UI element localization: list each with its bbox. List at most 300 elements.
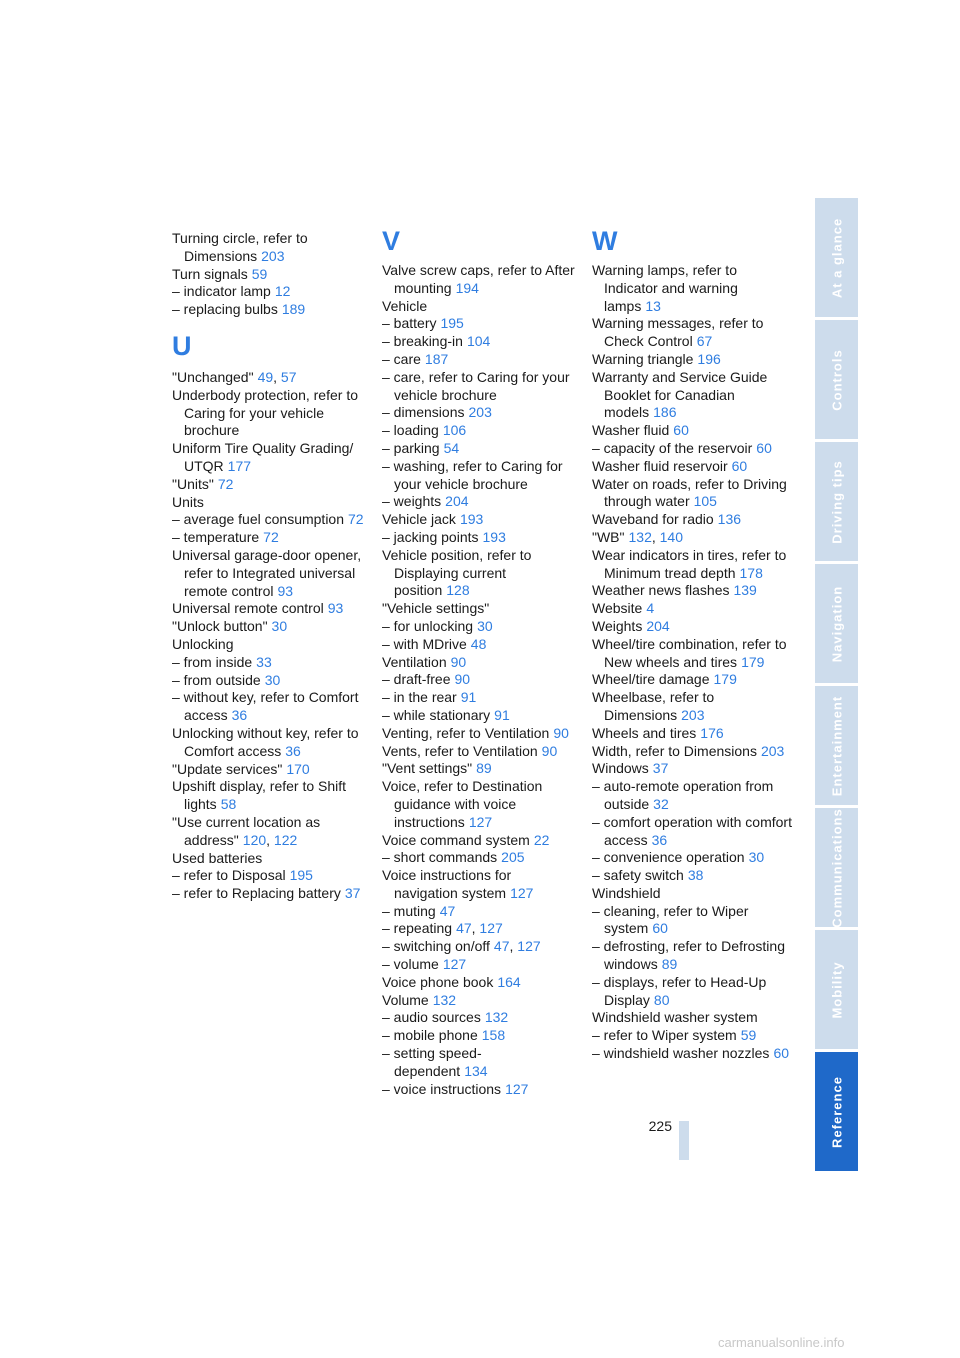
index-entry-text: – windshield washer nozzles — [592, 1045, 770, 1062]
index-entry-text: Vents, refer to Ventilation — [382, 742, 538, 759]
index-entry — [172, 867, 364, 885]
page-reference-link[interactable]: 132 — [484, 1009, 509, 1026]
page-reference-link[interactable]: 30 — [264, 671, 281, 688]
index-entry-text: Windshield washer system — [592, 1009, 758, 1026]
index-entry-text: – parking — [382, 439, 440, 456]
index-entry — [172, 387, 364, 440]
index-entry — [592, 938, 792, 974]
index-entry-text: – repeating — [382, 920, 453, 937]
index-entry — [592, 458, 792, 476]
index-entry-text: Ventilation — [382, 653, 447, 670]
page-reference-link[interactable]: 128 — [446, 582, 470, 599]
page-reference-link[interactable]: 36 — [231, 707, 248, 724]
page-reference-link[interactable]: 37 — [652, 760, 669, 777]
section-tab[interactable] — [815, 320, 858, 439]
page-reference-link[interactable]: 127 — [442, 956, 467, 973]
page-reference-link[interactable]: 177 — [227, 457, 252, 474]
index-entry — [172, 283, 364, 301]
index-entry-text: – displays, refer to Head-Up Display — [592, 973, 767, 1008]
page-reference-link[interactable]: 12 — [274, 283, 291, 300]
index-entry-text: Width, refer to Dimensions — [592, 742, 757, 759]
page-reference-link[interactable]: 194 — [455, 279, 479, 296]
page-reference-link[interactable]: 179 — [741, 653, 765, 670]
page-reference-link[interactable]: 186 — [653, 404, 677, 421]
index-entry — [382, 1009, 578, 1027]
section-tab-label: Reference — [829, 1075, 844, 1148]
index-entry — [382, 298, 578, 316]
index-entry-text: – from inside — [172, 653, 253, 670]
page-reference-link[interactable]: 90 — [454, 671, 471, 688]
index-entry — [592, 1027, 792, 1045]
page-reference-link[interactable]: 33 — [256, 653, 272, 670]
index-entry — [172, 529, 364, 547]
page-reference-link[interactable]: 57 — [280, 368, 297, 385]
index-entry — [172, 654, 364, 672]
page-reference-link[interactable]: 60 — [773, 1045, 790, 1062]
index-entry — [592, 369, 792, 422]
page-reference-link[interactable]: 120 — [242, 831, 267, 848]
page-reference-link[interactable]: 59 — [251, 265, 268, 282]
index-entry — [172, 230, 364, 266]
index-entry-text: Turn signals — [172, 265, 248, 282]
page-reference-link[interactable]: 58 — [220, 796, 237, 813]
index-entry-text: Underbody protection, refer to Caring for your vehicle brochure — [172, 386, 358, 439]
index-entry — [592, 351, 792, 369]
index-entry — [592, 618, 792, 636]
index-entry-text: – while stationary — [382, 706, 491, 723]
index-entry-text: Weather news flashes — [592, 582, 730, 599]
page-reference-link[interactable]: 67 — [696, 333, 713, 350]
section-tab-label: Entertainment — [829, 695, 844, 796]
index-entry — [382, 636, 578, 654]
index-entry-text: "Use current location as address" — [172, 813, 321, 848]
index-entry-text: Volume — [382, 991, 429, 1008]
index-entry — [172, 725, 364, 761]
index-entry-text: Wheelbase, refer to Dimensions — [592, 689, 715, 723]
page-reference-link[interactable]: 140 — [659, 528, 683, 545]
index-entry — [382, 493, 578, 511]
index-entry-text: Voice instructions for navigation system — [382, 867, 512, 901]
index-entry-text: – care — [382, 350, 421, 367]
page-reference-link[interactable]: 89 — [476, 760, 492, 777]
index-entry — [592, 974, 792, 1010]
index-entry — [382, 903, 578, 921]
index-entry — [592, 440, 792, 458]
page-reference-link[interactable]: 48 — [470, 635, 487, 652]
page-reference-link[interactable]: 203 — [760, 742, 785, 759]
page-reference-link[interactable]: 179 — [713, 671, 737, 688]
section-tab-label: Mobility — [829, 960, 844, 1019]
index-entry — [382, 974, 578, 992]
index-entry-text: Windows — [592, 760, 649, 777]
section-tab[interactable] — [815, 808, 858, 927]
index-entry — [172, 547, 364, 600]
index-entry — [592, 476, 792, 512]
index-entry — [592, 582, 792, 600]
index-entry-text: Voice phone book — [382, 973, 494, 990]
index-entry-text: "WB" — [592, 528, 625, 545]
index-entry-text: "Vehicle settings" — [382, 600, 490, 617]
page-reference-link[interactable]: 47 — [456, 920, 472, 937]
page-reference-link[interactable]: 30 — [271, 618, 288, 635]
index-letter-heading: U — [172, 330, 192, 361]
index-entry-text: – refer to Replacing battery — [172, 885, 341, 902]
index-entry-text: – safety switch — [592, 867, 684, 884]
index-entry-text: "Unlock button" — [172, 618, 268, 635]
index-entry-text: Units — [172, 493, 204, 510]
index-entry — [382, 707, 578, 725]
index-entry-text: – draft-free — [382, 671, 451, 688]
page-reference-link[interactable]: 193 — [459, 511, 484, 528]
index-entry — [382, 422, 578, 440]
page-reference-link[interactable]: 4 — [646, 600, 655, 617]
index-entry — [592, 315, 792, 351]
page-reference-link[interactable]: 127 — [468, 813, 493, 830]
index-entry-text: Wheels and tires — [592, 724, 697, 741]
index-entry-text: Venting, refer to Ventilation — [382, 724, 550, 741]
page-reference-link[interactable]: 72 — [263, 529, 279, 546]
page-reference-link[interactable]: 22 — [533, 831, 550, 848]
index-entry — [382, 547, 578, 600]
index-entry — [382, 600, 578, 618]
index-entry-text: – switching on/off — [382, 938, 490, 955]
page-reference-link[interactable]: 36 — [651, 831, 668, 848]
index-entry-text: "Update services" — [172, 760, 283, 777]
index-entry-text: – setting speed- dependent — [382, 1045, 482, 1079]
index-entry-text: Windshield — [592, 884, 661, 901]
section-tab-label: Controls — [829, 348, 844, 411]
index-entry — [592, 262, 792, 315]
page-reference-link[interactable]: 195 — [289, 867, 313, 884]
index-entry-text: Waveband for radio — [592, 511, 714, 528]
index-entry — [172, 476, 364, 494]
page-reference-link[interactable]: 122 — [273, 831, 298, 848]
index-entry — [382, 440, 578, 458]
index-entry-text: Warranty and Service Guide Booklet for Canadian models — [592, 368, 768, 421]
index-entry — [382, 832, 578, 850]
index-entry-text: Warning triangle — [592, 350, 694, 367]
page-reference-link[interactable]: 91 — [494, 706, 510, 723]
index-entry-text: Universal remote control — [172, 600, 324, 617]
index-column-2 — [382, 226, 578, 1098]
index-entry — [592, 689, 792, 725]
index-entry — [172, 689, 364, 725]
section-tab[interactable] — [815, 930, 858, 1049]
page-reference-link[interactable]: 80 — [653, 991, 670, 1008]
page-reference-link[interactable]: 189 — [281, 301, 306, 318]
index-entry-text: Washer fluid reservoir — [592, 457, 728, 474]
index-entry — [382, 867, 578, 903]
page-reference-link[interactable]: 60 — [756, 439, 772, 456]
section-tabs — [815, 198, 858, 1174]
index-entry — [382, 671, 578, 689]
index-entry — [382, 529, 578, 547]
index-entry — [592, 636, 792, 672]
index-entry — [382, 992, 578, 1010]
index-entry — [172, 511, 364, 529]
index-entry-text: – refer to Wiper system — [592, 1027, 737, 1044]
index-entry — [592, 814, 792, 850]
index-entry-text: – with MDrive — [382, 635, 467, 652]
index-entry-text: – capacity of the reservoir — [592, 439, 753, 456]
index-entry-text: Washer fluid — [592, 422, 670, 439]
index-entry — [382, 849, 578, 867]
index-letter-heading: W — [592, 226, 618, 256]
page-reference-link[interactable]: 47 — [439, 902, 456, 919]
index-entry — [172, 885, 364, 903]
index-entry — [592, 422, 792, 440]
index-entry — [382, 725, 578, 743]
section-tab[interactable] — [815, 198, 858, 317]
page-reference-link[interactable]: 36 — [285, 742, 301, 759]
index-entry-text: Weights — [592, 617, 643, 634]
index-entry — [592, 778, 792, 814]
page-reference-link[interactable]: 196 — [697, 350, 721, 367]
page-reference-link[interactable]: 204 — [646, 617, 670, 634]
index-entry: "WB" 132, 140 — [592, 528, 683, 545]
page-reference-link[interactable]: 164 — [497, 973, 521, 990]
index-entry — [382, 404, 578, 422]
index-entry-text: Water on roads, refer to Driving through water — [592, 475, 787, 510]
index-entry — [172, 618, 364, 636]
index-entry-text: – auto-remote operation from outside — [592, 778, 774, 812]
page-reference-link[interactable]: 37 — [344, 885, 361, 902]
index-entry-text: – washing, refer to Caring for your vehicle brochure — [382, 457, 563, 492]
index-entry-text: Voice command system — [382, 831, 530, 848]
page-reference-link[interactable]: 134 — [464, 1062, 488, 1079]
index-entry — [382, 262, 578, 298]
index-entry — [172, 266, 364, 284]
section-tab[interactable] — [815, 564, 858, 683]
page-reference-link[interactable]: 127 — [479, 920, 503, 937]
index-entry — [382, 458, 578, 494]
page-reference-link[interactable]: 90 — [553, 724, 569, 741]
index-entry — [172, 301, 364, 319]
index-entry-text: – indicator lamp — [172, 283, 271, 300]
page-reference-link[interactable]: 193 — [482, 528, 506, 545]
section-tab-label: Driving tips — [829, 459, 844, 544]
index-entry — [382, 618, 578, 636]
index-entry — [592, 743, 792, 761]
page-reference-link[interactable]: 93 — [327, 600, 344, 617]
index-entry-text: – short commands — [382, 849, 498, 866]
index-entry-text: Unlocking without key, refer to Comfort access — [172, 724, 359, 759]
index-entry-text: – comfort operation with comfort access — [592, 813, 792, 848]
page-reference-link[interactable]: 30 — [477, 617, 493, 634]
page-reference-link[interactable]: 93 — [277, 582, 294, 599]
index-column-1 — [172, 230, 364, 903]
page-reference-link[interactable]: 54 — [443, 439, 460, 456]
watermark: carmanualsonline.info — [718, 1335, 845, 1350]
index-entry — [592, 867, 792, 885]
page-reference-link[interactable]: 60 — [731, 457, 748, 474]
index-entry — [172, 600, 364, 618]
index-entry-text: Wear indicators in tires, refer to Minimum tread depth — [592, 546, 787, 581]
index-entry — [592, 671, 792, 689]
index-entry-text: – in the rear — [382, 689, 457, 706]
index-entry-text: – breaking-in — [382, 333, 463, 350]
page-reference-link[interactable]: 60 — [652, 920, 668, 937]
page-reference-link[interactable]: 91 — [460, 689, 477, 706]
index-entry-text: – defrosting, refer to Defrosting windows — [592, 938, 785, 973]
index-entry-text: – jacking points — [382, 528, 479, 545]
page-reference-link[interactable]: 32 — [653, 795, 669, 812]
index-entry-text: – convenience operation — [592, 849, 745, 866]
index-entry — [592, 600, 792, 618]
index-entry-text: – refer to Disposal — [172, 867, 286, 884]
page-reference-link[interactable]: 204 — [445, 493, 469, 510]
index-entry — [592, 511, 792, 529]
index-entry-text: – mobile phone — [382, 1027, 478, 1044]
index-entry — [382, 1027, 578, 1045]
index-entry — [592, 885, 792, 903]
page-reference-link[interactable]: 203 — [468, 404, 492, 421]
index-entry-text: Universal garage-door opener, refer to Integrated universal remote control — [172, 546, 362, 599]
index-entry — [172, 672, 364, 690]
index-entry-text: Used batteries — [172, 849, 263, 866]
page-reference-link[interactable]: 72 — [348, 511, 364, 528]
page-number-bar — [679, 1121, 689, 1160]
index-entry-text: – cleaning, refer to Wiper system — [592, 902, 749, 937]
index-entry-text: Voice, refer to Destination guidance with voice instructions — [382, 778, 543, 830]
page-reference-link[interactable]: 127 — [517, 938, 541, 955]
index-entry-text: – without key, refer to Comfort access — [172, 689, 359, 724]
index-entry-text: Website — [592, 600, 643, 617]
page-reference-link[interactable]: 13 — [645, 297, 661, 314]
page-reference-link[interactable]: 60 — [673, 422, 689, 439]
section-tab-label: At a glance — [829, 217, 844, 298]
index-entry — [172, 440, 364, 476]
index-entry-text: – for unlocking — [382, 617, 474, 634]
section-tab[interactable] — [815, 1052, 858, 1171]
section-tab-label: Navigation — [829, 585, 844, 662]
index-entry-text: – from outside — [172, 671, 261, 688]
index-entry-text: Uniform Tire Quality Grading/ UTQR — [172, 440, 354, 474]
page-reference-link[interactable]: 127 — [510, 884, 534, 901]
index-entry — [592, 903, 792, 939]
index-entry — [172, 636, 364, 654]
index-entry — [382, 760, 578, 778]
index-entry-text: – voice instructions — [382, 1080, 502, 1097]
page-reference-link[interactable]: 170 — [286, 760, 310, 777]
index-entry: "Unchanged" 49, 57 — [172, 368, 297, 385]
index-entry — [382, 333, 578, 351]
index-entry: – switching on/off 47, 127 — [382, 938, 541, 955]
page-reference-link[interactable]: 205 — [501, 849, 525, 866]
index-entry-text: Wheel/tire combination, refer to New wheels and tires — [592, 635, 787, 670]
page-reference-link[interactable]: 38 — [687, 867, 704, 884]
page-reference-link[interactable]: 127 — [505, 1080, 529, 1097]
index-entry — [592, 760, 792, 778]
section-tab[interactable] — [815, 442, 858, 561]
page-reference-link[interactable]: 136 — [717, 511, 742, 528]
index-letter-heading: V — [382, 226, 401, 256]
index-entry-text: "Vent settings" — [382, 760, 473, 777]
index-entry — [382, 743, 578, 761]
index-entry-text: Vehicle position, refer to Displaying current position — [382, 546, 532, 599]
page-reference-link[interactable]: 72 — [217, 475, 234, 492]
index-entry-text: – replacing bulbs — [172, 301, 278, 318]
page-reference-link[interactable]: 176 — [700, 724, 724, 741]
index-entry-text: – loading — [382, 422, 439, 439]
page-reference-link[interactable]: 195 — [440, 315, 464, 332]
index-entry-text: Upshift display, refer to Shift lights — [172, 778, 347, 813]
index-entry: "Use current location as address" 120, 122 — [172, 813, 321, 848]
index-entry-text: Vehicle jack — [382, 511, 456, 528]
page-reference-link[interactable]: 106 — [442, 422, 467, 439]
page-reference-link[interactable]: 187 — [424, 350, 449, 367]
index-entry-text: Unlocking — [172, 635, 234, 652]
page-reference-link[interactable]: 132 — [432, 991, 457, 1008]
index-entry-text: – volume — [382, 956, 439, 973]
index-entry-text: Warning lamps, refer to Indicator and warning lamps — [592, 262, 738, 314]
section-tab[interactable] — [815, 686, 858, 805]
index-entry — [592, 1009, 792, 1027]
index-entry-text: – average fuel consumption — [172, 511, 344, 528]
page-reference-link[interactable]: 30 — [748, 849, 765, 866]
index-entry — [592, 849, 792, 867]
index-entry — [382, 956, 578, 974]
page-number: 225 — [648, 1118, 672, 1134]
page-reference-link[interactable]: 89 — [661, 956, 678, 973]
index-entry — [172, 761, 364, 779]
index-entry-text: Warning messages, refer to Check Control — [592, 315, 764, 350]
index-entry-text: – dimensions — [382, 404, 465, 421]
page-reference-link[interactable]: 158 — [481, 1027, 506, 1044]
index-entry — [592, 1045, 792, 1063]
index-entry — [382, 689, 578, 707]
index-entry — [592, 725, 792, 743]
section-tab-label: Communications — [829, 807, 844, 928]
index-entry-text: Vehicle — [382, 297, 428, 314]
page-reference-link[interactable]: 90 — [541, 742, 558, 759]
index-entry-text: "Unchanged" — [172, 368, 254, 385]
index-entry-text: – audio sources — [382, 1009, 481, 1026]
index-entry-text: – care, refer to Caring for your vehicle brochure — [382, 368, 570, 403]
index-entry — [382, 315, 578, 333]
page-reference-link[interactable]: 203 — [681, 706, 705, 723]
page-reference-link[interactable]: 178 — [739, 564, 763, 581]
index-entry-text: – weights — [382, 493, 442, 510]
index-entry-text: Valve screw caps, refer to After mounting — [382, 262, 575, 296]
page-reference-link[interactable]: 139 — [733, 582, 757, 599]
page-reference-link[interactable]: 59 — [740, 1027, 757, 1044]
index-entry-text: – temperature — [172, 529, 260, 546]
index-entry — [382, 1045, 578, 1081]
index-column-3 — [592, 226, 792, 1063]
index-entry — [382, 351, 578, 369]
index-entry-text: "Units" — [172, 475, 214, 492]
page-reference-link[interactable]: 47 — [493, 938, 510, 955]
page-reference-link[interactable]: 132 — [628, 528, 652, 545]
index-entry-text: Wheel/tire damage — [592, 671, 710, 688]
index-entry — [382, 511, 578, 529]
index-entry: – repeating 47, 127 — [382, 920, 503, 937]
page-reference-link[interactable]: 90 — [450, 653, 467, 670]
page-reference-link[interactable]: 104 — [466, 333, 491, 350]
index-entry-text: – muting — [382, 902, 436, 919]
index-entry — [382, 654, 578, 672]
page-reference-link[interactable]: 105 — [693, 493, 717, 510]
index-entry — [172, 494, 364, 512]
index-entry — [382, 369, 578, 405]
index-entry — [382, 1081, 578, 1099]
index-entry — [592, 547, 792, 583]
page-reference-link[interactable]: 49 — [257, 368, 274, 385]
page-reference-link[interactable]: 203 — [261, 247, 285, 264]
index-entry — [382, 778, 578, 831]
index-entry-text: – battery — [382, 315, 437, 332]
